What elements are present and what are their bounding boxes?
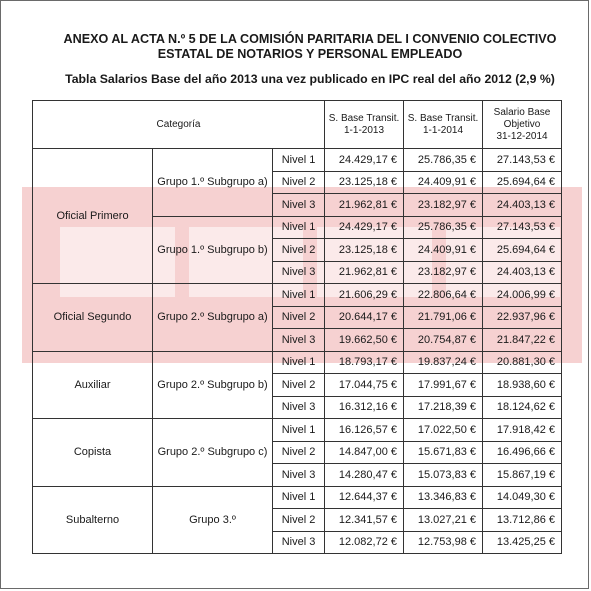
- category-cell: Oficial Segundo: [33, 284, 153, 352]
- table-row: [33, 284, 562, 307]
- table-body: [33, 149, 562, 554]
- group-cell: Grupo 2.º Subgrupo c): [153, 419, 273, 487]
- salary-2013-cell: 23.125,18 €: [325, 239, 404, 262]
- nivel-cell: Nivel 2: [273, 171, 325, 194]
- category-cell: Subalterno: [33, 486, 153, 554]
- table-row: [33, 351, 562, 374]
- salary-2013-cell: 23.125,18 €: [325, 171, 404, 194]
- salary-objetivo-cell: 16.496,66 €: [483, 441, 562, 464]
- salary-objetivo-cell: 27.143,53 €: [483, 149, 562, 172]
- salary-2014-cell: 24.409,91 €: [404, 239, 483, 262]
- group-cell: Grupo 1.º Subgrupo a): [153, 149, 273, 217]
- nivel-cell: Nivel 2: [273, 441, 325, 464]
- nivel-cell: Nivel 1: [273, 419, 325, 442]
- header-base-2013: [325, 101, 404, 149]
- salary-2014-cell: 12.753,98 €: [404, 531, 483, 554]
- table-row: [33, 149, 562, 172]
- header-label: S. Base Transit.: [407, 112, 479, 124]
- salary-2014-cell: 13.346,83 €: [404, 486, 483, 509]
- salary-2014-cell: 17.991,67 €: [404, 374, 483, 397]
- salary-2014-cell: 22.806,64 €: [404, 284, 483, 307]
- salary-2014-cell: 15.671,83 €: [404, 441, 483, 464]
- group-cell: Grupo 1.º Subgrupo b): [153, 216, 273, 284]
- salary-2014-cell: 19.837,24 €: [404, 351, 483, 374]
- salary-objetivo-cell: 27.143,53 €: [483, 216, 562, 239]
- header-objetivo: [483, 101, 562, 149]
- salary-2013-cell: 16.312,16 €: [325, 396, 404, 419]
- nivel-cell: Nivel 3: [273, 261, 325, 284]
- nivel-cell: Nivel 2: [273, 509, 325, 532]
- nivel-cell: Nivel 2: [273, 374, 325, 397]
- nivel-cell: Nivel 3: [273, 531, 325, 554]
- header-label: Salario Base: [493, 106, 551, 118]
- salary-2013-cell: 19.662,50 €: [325, 329, 404, 352]
- nivel-cell: Nivel 1: [273, 351, 325, 374]
- salary-objetivo-cell: 25.694,64 €: [483, 171, 562, 194]
- salary-2013-cell: 21.606,29 €: [325, 284, 404, 307]
- salary-2014-cell: 23.182,97 €: [404, 261, 483, 284]
- salary-2014-cell: 21.791,06 €: [404, 306, 483, 329]
- category-cell: Oficial Primero: [33, 149, 153, 284]
- nivel-cell: Nivel 3: [273, 194, 325, 217]
- nivel-cell: Nivel 3: [273, 396, 325, 419]
- salary-objetivo-cell: 22.937,96 €: [483, 306, 562, 329]
- salary-2013-cell: 18.793,17 €: [325, 351, 404, 374]
- group-cell: Grupo 2.º Subgrupo b): [153, 351, 273, 419]
- salary-2013-cell: 12.341,57 €: [325, 509, 404, 532]
- salary-2014-cell: 17.218,39 €: [404, 396, 483, 419]
- salary-2014-cell: 25.786,35 €: [404, 149, 483, 172]
- salary-2013-cell: 17.044,75 €: [325, 374, 404, 397]
- salary-objetivo-cell: 24.006,99 €: [483, 284, 562, 307]
- title-line-2: ESTATAL DE NOTARIOS Y PERSONAL EMPLEADO: [157, 47, 463, 61]
- nivel-cell: Nivel 1: [273, 486, 325, 509]
- salary-objetivo-cell: 18.124,62 €: [483, 396, 562, 419]
- category-cell: Auxiliar: [33, 351, 153, 419]
- salary-objetivo-cell: 25.694,64 €: [483, 239, 562, 262]
- header-date: 1-1-2014: [423, 124, 464, 136]
- salary-objetivo-cell: 14.049,30 €: [483, 486, 562, 509]
- salary-2013-cell: 12.082,72 €: [325, 531, 404, 554]
- salary-table: [32, 100, 562, 554]
- document-title: [40, 32, 580, 62]
- salary-2013-cell: 14.280,47 €: [325, 464, 404, 487]
- nivel-cell: Nivel 1: [273, 149, 325, 172]
- salary-2014-cell: 24.409,91 €: [404, 171, 483, 194]
- salary-objetivo-cell: 24.403,13 €: [483, 194, 562, 217]
- salary-2013-cell: 16.126,57 €: [325, 419, 404, 442]
- salary-2013-cell: 24.429,17 €: [325, 216, 404, 239]
- salary-2013-cell: 12.644,37 €: [325, 486, 404, 509]
- nivel-cell: Nivel 3: [273, 329, 325, 352]
- header-categoria: Categoría: [33, 101, 325, 149]
- salary-objetivo-cell: 21.847,22 €: [483, 329, 562, 352]
- nivel-cell: Nivel 1: [273, 216, 325, 239]
- category-cell: Copista: [33, 419, 153, 487]
- nivel-cell: Nivel 3: [273, 464, 325, 487]
- nivel-cell: Nivel 2: [273, 239, 325, 262]
- salary-objetivo-cell: 13.425,25 €: [483, 531, 562, 554]
- header-date: 1-1-2013: [344, 124, 385, 136]
- header-date: 31-12-2014: [496, 130, 548, 142]
- salary-objetivo-cell: 18.938,60 €: [483, 374, 562, 397]
- salary-2014-cell: 13.027,21 €: [404, 509, 483, 532]
- salary-2014-cell: 15.073,83 €: [404, 464, 483, 487]
- salary-objetivo-cell: 13.712,86 €: [483, 509, 562, 532]
- salary-objetivo-cell: 24.403,13 €: [483, 261, 562, 284]
- salary-objetivo-cell: 17.918,42 €: [483, 419, 562, 442]
- group-cell: Grupo 3.º: [153, 486, 273, 554]
- nivel-cell: Nivel 2: [273, 306, 325, 329]
- table-row: [33, 419, 562, 442]
- header-label: Objetivo: [503, 118, 541, 130]
- salary-objetivo-cell: 15.867,19 €: [483, 464, 562, 487]
- header-row: [33, 101, 562, 149]
- nivel-cell: Nivel 1: [273, 284, 325, 307]
- group-cell: Grupo 2.º Subgrupo a): [153, 284, 273, 352]
- salary-2014-cell: 23.182,97 €: [404, 194, 483, 217]
- table-row: [33, 486, 562, 509]
- table-caption: Tabla Salarios Base del año 2013 una vez publicado en IPC real del año 2012 (2,9 %): [65, 72, 555, 86]
- salary-2013-cell: 21.962,81 €: [325, 194, 404, 217]
- salary-2013-cell: 20.644,17 €: [325, 306, 404, 329]
- salary-2013-cell: 21.962,81 €: [325, 261, 404, 284]
- salary-objetivo-cell: 20.881,30 €: [483, 351, 562, 374]
- header-base-2014: [404, 101, 483, 149]
- title-line-1: ANEXO AL ACTA N.º 5 DE LA COMISIÓN PARITARIA DEL I CONVENIO COLECTIVO: [63, 32, 557, 46]
- salary-2013-cell: 14.847,00 €: [325, 441, 404, 464]
- salary-2014-cell: 20.754,87 €: [404, 329, 483, 352]
- header-label: S. Base Transit.: [328, 112, 400, 124]
- salary-2013-cell: 24.429,17 €: [325, 149, 404, 172]
- salary-2014-cell: 17.022,50 €: [404, 419, 483, 442]
- salary-2014-cell: 25.786,35 €: [404, 216, 483, 239]
